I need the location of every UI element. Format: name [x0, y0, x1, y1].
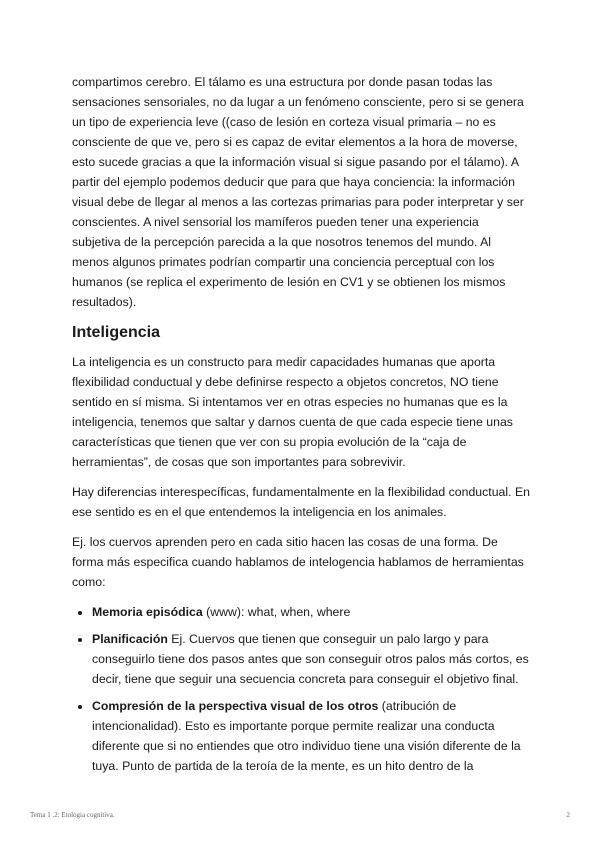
paragraph: Hay diferencias interespecíficas, fundamentalmente en la flexibilidad conductual. En ese sentido es en el que entendemos la inteligencia en los animales.: [72, 485, 530, 519]
bullet-list: [72, 602, 530, 776]
paragraph: Ej. los cuervos aprenden pero en cada sitio hacen las cosas de una forma. De forma más especifica cuando hablamos de intelogencia hablamos de herramientas como:: [72, 535, 524, 589]
page-number: 2: [566, 811, 570, 819]
list-item-term: Compresión de la perspectiva visual de los otros: [92, 699, 379, 713]
list-item-text: Ej. Cuervos que tienen que conseguir un palo largo y para conseguirlo tiene dos pasos antes que son conseguir otros palos más cortos, es decir, tiene que seguir una secuencia concreta para conseguir el objetivo final.: [92, 632, 529, 686]
list-item: [92, 629, 530, 689]
footer-title: Tema 1 .2: Etologia cognitiva.: [30, 811, 115, 819]
document-page: [72, 72, 530, 783]
list-item: [92, 602, 530, 622]
list-item: [92, 696, 530, 776]
paragraph: La inteligencia es un constructo para medir capacidades humanas que aporta flexibilidad conductual y debe definirse respecto a objetos concretos, NO tiene sentido en sí misma. Si intentamos ver en otras especies no humanas que es la inteligencia, tenemos que saltar y darnos cuenta de que cada especie tiene unas características que tienen que ver con su propia evolución de la “caja de herramientas”, de cosas que son importantes para sobrevivir.: [72, 355, 513, 469]
list-item-text: (atribución de intencionalidad). Esto es importante porque permite realizar una conducta diferente que si no entiendes que otro individuo tiene una visión diferente de la tuya. Punto de partida de la teroía de la mente, es un hito dentro de la: [92, 699, 521, 773]
intro-paragraph: compartimos cerebro. El tálamo es una estructura por donde pasan todas las sensaciones sensoriales, no da lugar a un fenómeno consciente, pero si se genera un tipo de experiencia leve ((caso de lesión en corteza visual primaria – no es consciente de que ve, pero si es capaz de evitar elementos a la hora de moverse, esto sucede gracias a que la información visual si sigue pasando por el tálamo). A partir del ejemplo podemos deducir que para que haya conciencia: la información visual debe de llegar al menos a las cortezas primarias para poder interpretar y ser conscientes. A nivel sensorial los mamíferos pueden tener una experiencia subjetiva de la percepción parecida a la que nosotros tenemos del mundo. Al menos algunos primates podrían compartir una conciencia perceptual con los humanos (se replica el experimento de lesión en CV1 y se obtienen los mismos resultados).: [72, 75, 524, 309]
section-heading: Inteligencia: [72, 324, 161, 341]
page-footer: [30, 811, 570, 819]
list-item-term: Planificación: [92, 632, 168, 646]
list-item-term: Memoria episódica: [92, 605, 203, 619]
list-item-text: (www): what, when, where: [202, 605, 351, 619]
